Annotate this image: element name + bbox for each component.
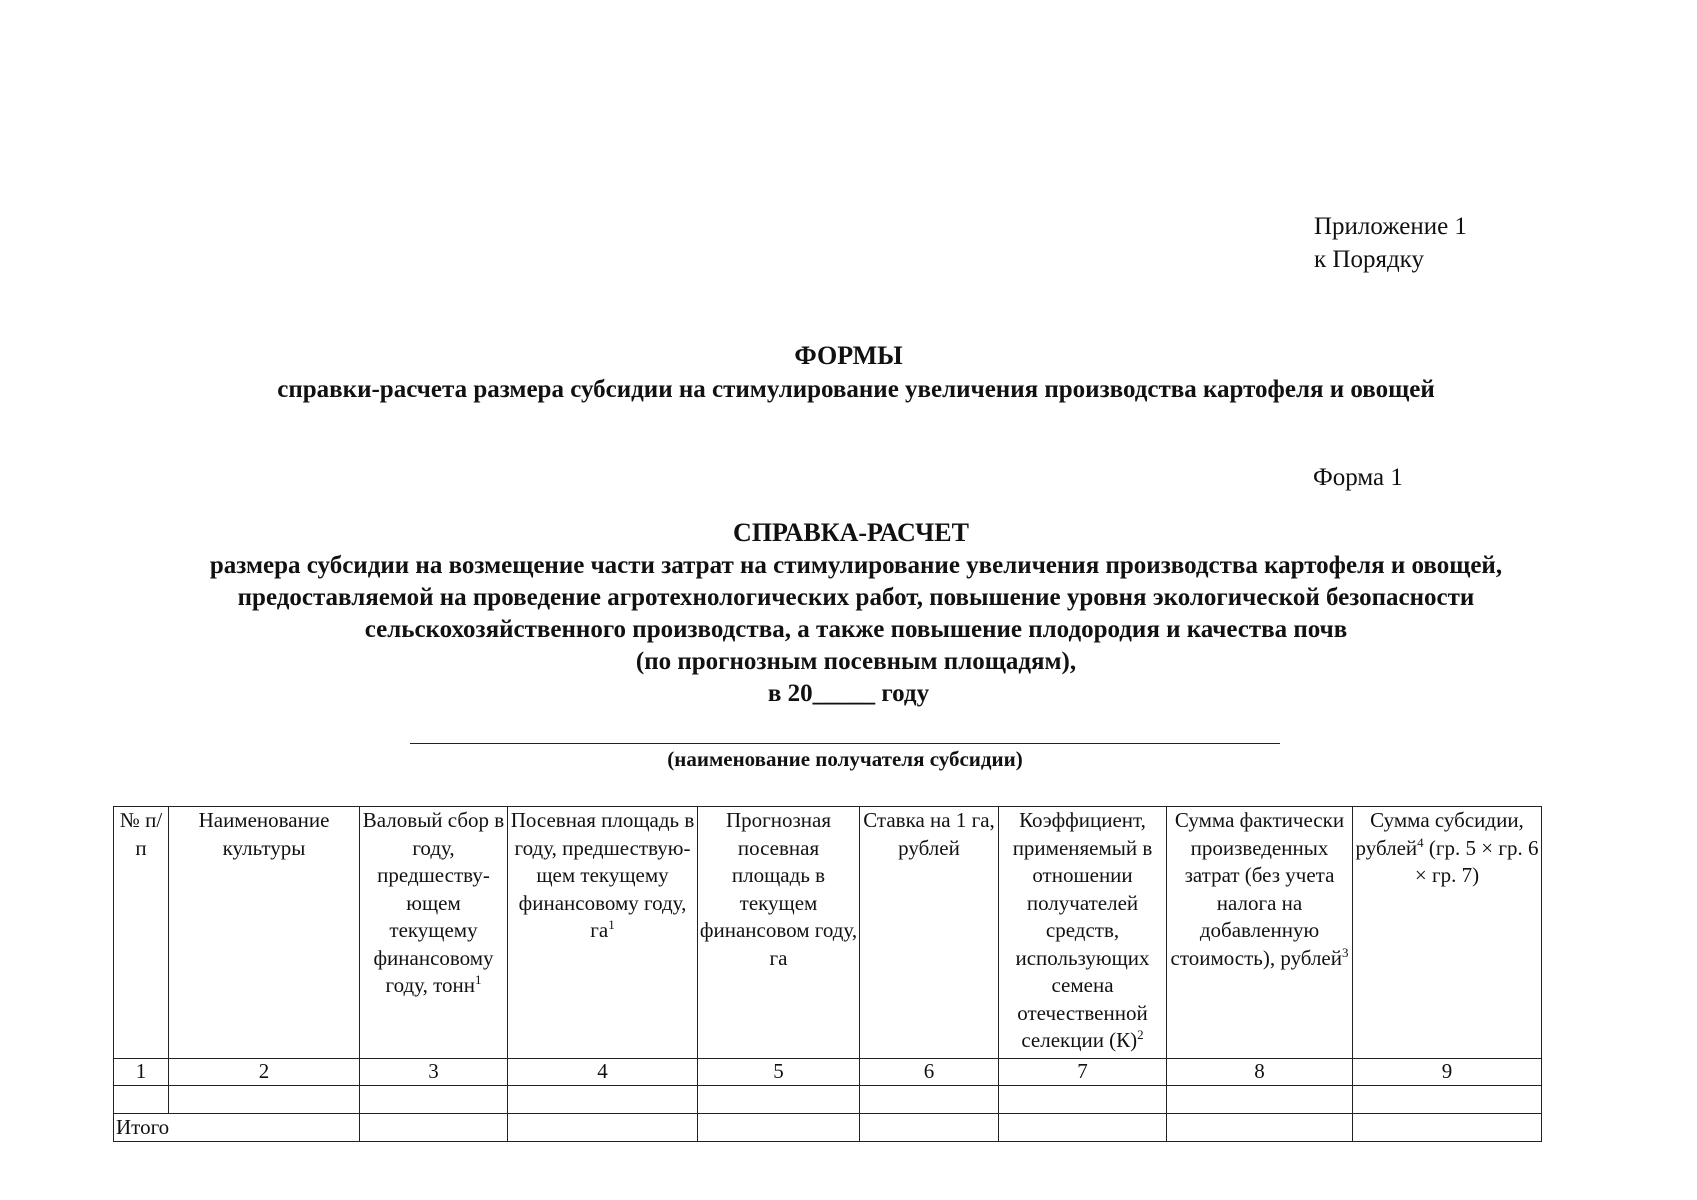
description-line-3: сельскохозяйственного производства, а также повышение плодородия и качества почв: [364, 616, 1348, 643]
header-cell-subsidy-amount: Сумма субсидии, рублей$^4$ (гр. 5 × гр. 6 × гр. 7): [1353, 807, 1542, 1059]
table-cell: [698, 1114, 860, 1142]
forms-subtitle: справки-расчета размера субсидии на стимулирование увеличения производства картофеля и овощей: [277, 376, 1435, 403]
header-cell-forecast-area: Прогнозная посевная площадь в текущем финансовом году, га: [698, 807, 860, 1059]
appendix-line-2: к Порядку: [1314, 246, 1424, 273]
table-cell: [114, 1086, 169, 1114]
year-line: в 20_____ году: [767, 680, 930, 707]
column-numbers-row: [114, 1059, 1542, 1086]
table-cell: [999, 1114, 1167, 1142]
table-cell: [360, 1086, 508, 1114]
form-number: Форма 1: [1313, 464, 1403, 491]
description-line-4: (по прогнозным посевным площадям),: [635, 648, 1077, 675]
column-number: 7: [999, 1059, 1167, 1086]
column-number: 6: [860, 1059, 999, 1086]
table-cell: [1353, 1086, 1542, 1114]
header-cell-coefficient: Коэффициент, применяемый в отношении получателей средств, использующих семена отечественной селекции $(К)^2$: [999, 807, 1167, 1059]
table-cell: [508, 1086, 698, 1114]
header-cell-number: № п/п: [114, 807, 169, 1059]
column-number: 2: [169, 1059, 360, 1086]
column-number: 4: [508, 1059, 698, 1086]
total-label: Итого: [114, 1114, 360, 1142]
header-cell-crop-name: Наименование культуры: [169, 807, 360, 1059]
column-number: 9: [1353, 1059, 1542, 1086]
header-cell-actual-costs: Сумма фактически произведенных затрат (без учета налога на добавленную стоимость), рублей$^3$: [1167, 807, 1353, 1059]
table-row: [114, 1086, 1542, 1114]
description-line-2: предоставляемой на проведение агротехнологических работ, повышение уровня экологической безопасности: [237, 584, 1475, 611]
table-cell: [1167, 1086, 1353, 1114]
column-number: 3: [360, 1059, 508, 1086]
table-cell: [169, 1086, 360, 1114]
table-header-row: [114, 807, 1542, 1059]
calculation-table: [113, 806, 1542, 1142]
description-line-1: размера субсидии на возмещение части затрат на стимулирование увеличения производства картофеля и овощей,: [209, 552, 1503, 579]
table-cell: [508, 1114, 698, 1142]
header-cell-sown-area-prev: Посевная площадь в году, предшествую-щем текущему финансовому году, $га^1$: [508, 807, 698, 1059]
forms-title: ФОРМЫ: [794, 341, 903, 370]
table-cell: [860, 1114, 999, 1142]
appendix-note: [1314, 210, 1467, 276]
recipient-name-line: [410, 743, 1280, 744]
document-title: СПРАВКА-РАСЧЕТ: [733, 518, 969, 547]
table-cell: [999, 1086, 1167, 1114]
table-cell: [1167, 1114, 1353, 1142]
document-description: [0, 550, 1697, 678]
header-cell-gross-harvest: Валовый сбор в году, предшеству-ющем текущему финансовому году, тонн$^1$: [360, 807, 508, 1059]
table-cell: [698, 1086, 860, 1114]
total-row: [114, 1114, 1542, 1142]
column-number: 8: [1167, 1059, 1353, 1086]
table-cell: [360, 1114, 508, 1142]
column-number: 1: [114, 1059, 169, 1086]
appendix-line-1: Приложение 1: [1314, 213, 1467, 240]
recipient-caption: (наименование получателя субсидии): [667, 747, 1023, 771]
table-cell: [860, 1086, 999, 1114]
header-cell-rate: Ставка на 1 га, рублей: [860, 807, 999, 1059]
table-cell: [1353, 1114, 1542, 1142]
column-number: 5: [698, 1059, 860, 1086]
